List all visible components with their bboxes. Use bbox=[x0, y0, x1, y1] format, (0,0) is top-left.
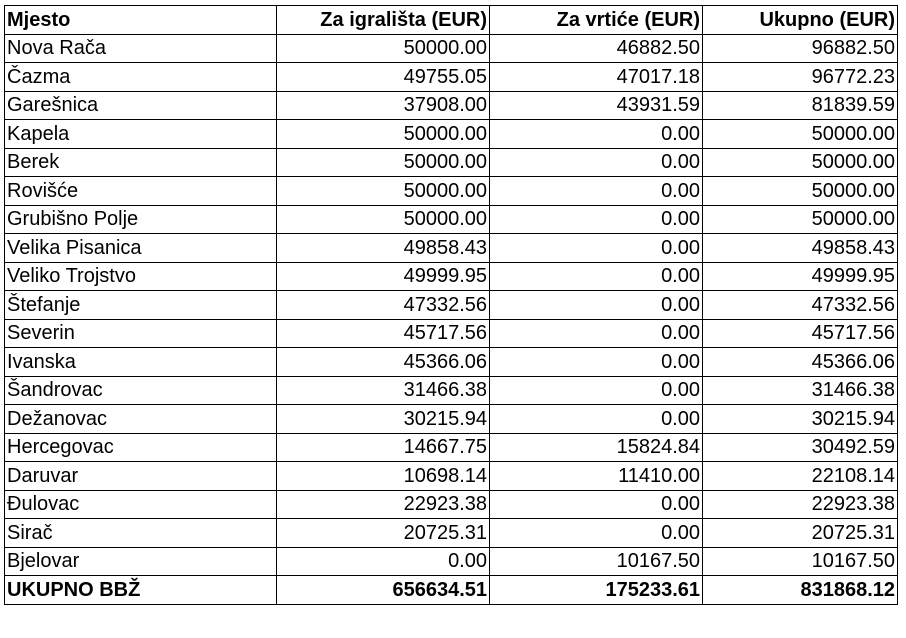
cell-kindergartens: 0.00 bbox=[490, 490, 703, 519]
cell-total: 30215.94 bbox=[703, 405, 898, 434]
cell-place: Garešnica bbox=[5, 91, 277, 120]
cell-total: 20725.31 bbox=[703, 519, 898, 548]
funding-table bbox=[4, 5, 898, 605]
cell-total: 22108.14 bbox=[703, 462, 898, 491]
cell-playgrounds: 10698.14 bbox=[277, 462, 490, 491]
cell-kindergartens: 0.00 bbox=[490, 262, 703, 291]
table-row bbox=[5, 177, 898, 206]
cell-playgrounds: 14667.75 bbox=[277, 433, 490, 462]
cell-kindergartens: 15824.84 bbox=[490, 433, 703, 462]
cell-kindergartens: 0.00 bbox=[490, 376, 703, 405]
cell-place: Daruvar bbox=[5, 462, 277, 491]
cell-kindergartens: 46882.50 bbox=[490, 34, 703, 63]
cell-kindergartens: 47017.18 bbox=[490, 63, 703, 92]
table-row bbox=[5, 120, 898, 149]
cell-total: 22923.38 bbox=[703, 490, 898, 519]
cell-place: Sirač bbox=[5, 519, 277, 548]
totals-row bbox=[5, 576, 898, 605]
cell-total: 10167.50 bbox=[703, 547, 898, 576]
cell-kindergartens: 0.00 bbox=[490, 205, 703, 234]
cell-kindergartens: 10167.50 bbox=[490, 547, 703, 576]
cell-kindergartens: 0.00 bbox=[490, 291, 703, 320]
cell-place: Grubišno Polje bbox=[5, 205, 277, 234]
cell-kindergartens: 0.00 bbox=[490, 148, 703, 177]
cell-playgrounds: 50000.00 bbox=[277, 205, 490, 234]
cell-playgrounds: 47332.56 bbox=[277, 291, 490, 320]
cell-playgrounds: 49755.05 bbox=[277, 63, 490, 92]
cell-total: 50000.00 bbox=[703, 205, 898, 234]
header-kindergartens: Za vrtiće (EUR) bbox=[490, 6, 703, 35]
cell-place: Dežanovac bbox=[5, 405, 277, 434]
cell-playgrounds: 20725.31 bbox=[277, 519, 490, 548]
cell-playgrounds: 50000.00 bbox=[277, 120, 490, 149]
cell-kindergartens: 0.00 bbox=[490, 177, 703, 206]
table-row bbox=[5, 34, 898, 63]
totals-playgrounds: 656634.51 bbox=[277, 576, 490, 605]
cell-playgrounds: 31466.38 bbox=[277, 376, 490, 405]
table-row bbox=[5, 205, 898, 234]
cell-kindergartens: 0.00 bbox=[490, 120, 703, 149]
cell-playgrounds: 37908.00 bbox=[277, 91, 490, 120]
table-row bbox=[5, 519, 898, 548]
header-total: Ukupno (EUR) bbox=[703, 6, 898, 35]
cell-kindergartens: 0.00 bbox=[490, 348, 703, 377]
cell-place: Čazma bbox=[5, 63, 277, 92]
cell-kindergartens: 0.00 bbox=[490, 234, 703, 263]
cell-playgrounds: 45717.56 bbox=[277, 319, 490, 348]
cell-playgrounds: 49858.43 bbox=[277, 234, 490, 263]
cell-playgrounds: 50000.00 bbox=[277, 148, 490, 177]
table-row bbox=[5, 148, 898, 177]
cell-place: Hercegovac bbox=[5, 433, 277, 462]
cell-playgrounds: 50000.00 bbox=[277, 34, 490, 63]
cell-total: 50000.00 bbox=[703, 148, 898, 177]
cell-total: 96772.23 bbox=[703, 63, 898, 92]
table-row bbox=[5, 91, 898, 120]
cell-total: 96882.50 bbox=[703, 34, 898, 63]
cell-playgrounds: 49999.95 bbox=[277, 262, 490, 291]
cell-playgrounds: 30215.94 bbox=[277, 405, 490, 434]
table-body bbox=[5, 34, 898, 576]
table-row bbox=[5, 234, 898, 263]
cell-place: Bjelovar bbox=[5, 547, 277, 576]
cell-kindergartens: 0.00 bbox=[490, 405, 703, 434]
cell-place: Kapela bbox=[5, 120, 277, 149]
cell-kindergartens: 0.00 bbox=[490, 319, 703, 348]
totals-place: UKUPNO BBŽ bbox=[5, 576, 277, 605]
table-row bbox=[5, 262, 898, 291]
header-place: Mjesto bbox=[5, 6, 277, 35]
table-row bbox=[5, 348, 898, 377]
table-row bbox=[5, 490, 898, 519]
cell-total: 49999.95 bbox=[703, 262, 898, 291]
cell-total: 50000.00 bbox=[703, 177, 898, 206]
totals-total: 831868.12 bbox=[703, 576, 898, 605]
cell-place: Berek bbox=[5, 148, 277, 177]
header-row bbox=[5, 6, 898, 35]
table-row bbox=[5, 547, 898, 576]
cell-total: 45717.56 bbox=[703, 319, 898, 348]
table-row bbox=[5, 462, 898, 491]
cell-total: 50000.00 bbox=[703, 120, 898, 149]
cell-playgrounds: 50000.00 bbox=[277, 177, 490, 206]
cell-playgrounds: 0.00 bbox=[277, 547, 490, 576]
table-row bbox=[5, 63, 898, 92]
cell-playgrounds: 22923.38 bbox=[277, 490, 490, 519]
cell-place: Ivanska bbox=[5, 348, 277, 377]
header-playgrounds: Za igrališta (EUR) bbox=[277, 6, 490, 35]
cell-place: Đulovac bbox=[5, 490, 277, 519]
cell-kindergartens: 11410.00 bbox=[490, 462, 703, 491]
cell-total: 31466.38 bbox=[703, 376, 898, 405]
cell-total: 45366.06 bbox=[703, 348, 898, 377]
cell-kindergartens: 0.00 bbox=[490, 519, 703, 548]
cell-kindergartens: 43931.59 bbox=[490, 91, 703, 120]
cell-place: Rovišće bbox=[5, 177, 277, 206]
cell-total: 81839.59 bbox=[703, 91, 898, 120]
cell-total: 30492.59 bbox=[703, 433, 898, 462]
cell-place: Veliko Trojstvo bbox=[5, 262, 277, 291]
cell-playgrounds: 45366.06 bbox=[277, 348, 490, 377]
table-row bbox=[5, 405, 898, 434]
cell-total: 49858.43 bbox=[703, 234, 898, 263]
cell-total: 47332.56 bbox=[703, 291, 898, 320]
table-row bbox=[5, 433, 898, 462]
table-row bbox=[5, 319, 898, 348]
cell-place: Štefanje bbox=[5, 291, 277, 320]
cell-place: Nova Rača bbox=[5, 34, 277, 63]
cell-place: Velika Pisanica bbox=[5, 234, 277, 263]
table-row bbox=[5, 376, 898, 405]
cell-place: Šandrovac bbox=[5, 376, 277, 405]
cell-place: Severin bbox=[5, 319, 277, 348]
table-row bbox=[5, 291, 898, 320]
totals-kindergartens: 175233.61 bbox=[490, 576, 703, 605]
